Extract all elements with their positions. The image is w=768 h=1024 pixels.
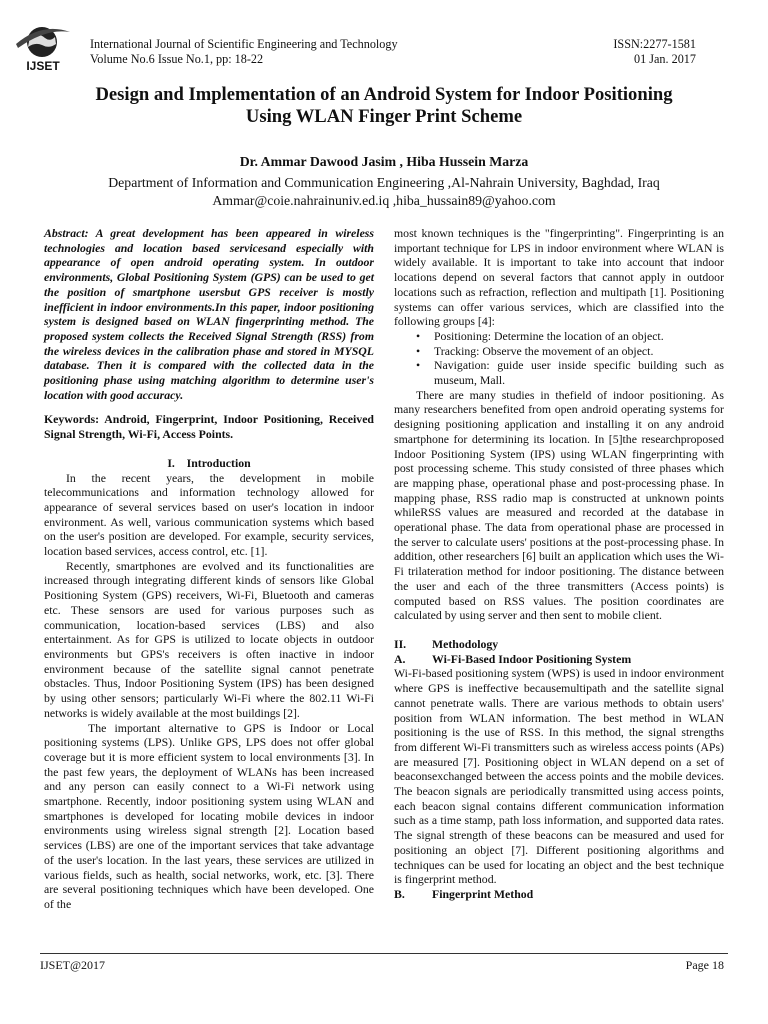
- journal-date: 01 Jan. 2017: [634, 52, 696, 66]
- section-heading-introduction: [44, 456, 374, 471]
- title-line-2: Using WLAN Finger Print Scheme: [245, 106, 523, 127]
- abstract: Abstract: A great development has been appeared in wireless technologies and location based servicesand especially with appearance of open android operating system. In outdoor environments, Global Positioning System (GPS) can be used to get the position of smartphone usersbut GPS receiver is mostly inefficient in indoor environments.In this paper, indoor positioning system is designed based on WLAN fingerprinting method. The proposed system collects the Received Signal Strength (RSS) from the wireless devices in the calibration phase and stored in MYSQL database. Then it is compared with the collected data in the positioning phase using matching algorithm to determine user's location with good accuracy.: [44, 226, 374, 402]
- page-number: Page 18: [685, 958, 724, 972]
- paper-authors: Dr. Ammar Dawood Jasim , Hiba Hussein Marza: [239, 154, 529, 169]
- ijset-logo: [12, 18, 74, 74]
- journal-name: International Journal of Scientific Engineering and Technology: [90, 37, 398, 51]
- list-item: • Navigation: guide user inside specific building such as museum, Mall.: [434, 358, 724, 387]
- list-item: • Tracking: Observe the movement of an object.: [434, 344, 724, 359]
- journal-volume: Volume No.6 Issue No.1, pp: 18-22: [90, 52, 264, 66]
- paragraph: The important alternative to GPS is Indoor or Local positioning systems (LPS). Unlike GPS, LPS does not offer global coverage but it is more efficient system to local environments [3]. In the past few years, the deployment of WLANs has been increased and any person can easily connect to a Wi-Fi network using smartphone. Recently, indoor positioning system using WLAN and smartphones is developed for locating mobile devices in indoor environments using wireless signal strength [2]. Location based services (LBS) are one of the important services that take advantage of the user's location. In the last years, these services are utilized in various fields, such as health, social networks, work, etc. [3]. There are several positioning techniques which have been developed. One of the: [44, 720, 374, 911]
- right-column: [394, 226, 724, 902]
- paper-title: [40, 84, 728, 128]
- subsection-number: A.: [394, 651, 406, 666]
- paragraph: most known techniques is the "fingerprinting". Fingerprinting is an important technique for LPS in indoor environment where WLAN is widely available. It is important to take into account that indoor locations depend on several factors that cannot apply in outdoor locations such as refraction, reflection and multipath [1]. Positioning systems can offer various services, which are classified into the following groups [4]:: [394, 226, 724, 329]
- list-item: • Positioning: Determine the location of an object.: [434, 329, 724, 344]
- footer-copyright: IJSET@2017: [40, 958, 106, 972]
- title-line-1: Design and Implementation of an Android System for Indoor Positioning: [95, 84, 673, 105]
- section-number: II.: [394, 636, 407, 651]
- section-title: Introduction: [186, 455, 251, 470]
- subsection-number: B.: [394, 886, 405, 901]
- subsection-heading-wifi: [394, 652, 724, 667]
- subsection-title: Wi-Fi-Based Indoor Positioning System: [432, 651, 632, 666]
- section-heading-methodology: [394, 637, 724, 652]
- paragraph: Recently, smartphones are evolved and its functionalities are increased through integrating different kinds of sensors like Global Positioning System (GPS) receivers, Wi-Fi, Bluetooth and cameras etc. These sensors are used for various purposes such as communication, location-based services (LBS) and also entertainment. As for GPS is utilized to locate objects in outdoor environments but GPS's receivers is often inactive in indoor environment because of the satellite signal cannot penetrate obstacles. Thus, Indoor Positioning System (IPS) has been designed by using other sensors; particularly Wi-Fi where the 802.11 Wi-Fi networks is widely available at the most buildings [2].: [44, 558, 374, 720]
- paragraph: In the recent years, the development in mobile telecommunications and information technology allowed for appearance of several services based on user's location in indoor environment. As well, various communication systems which based on the user's position are developed. For example, security services, location based services, access control, etc. [1].: [44, 470, 374, 559]
- author-emails: Ammar@coie.nahrainuniv.ed.iq ,hiba_hussain89@yahoo.com: [212, 193, 556, 208]
- keywords: Keywords: Android, Fingerprint, Indoor Positioning, Received Signal Strength, Wi-Fi, Access Points.: [44, 412, 374, 442]
- affiliation-block: [40, 174, 728, 210]
- journal-header: [90, 37, 398, 67]
- section-number: I.: [167, 455, 175, 470]
- bullet-list: [394, 329, 724, 388]
- left-column: [44, 226, 374, 912]
- footer-divider: [40, 953, 728, 954]
- journal-issn: ISSN:2277-1581: [613, 37, 696, 51]
- subsection-heading-fingerprint: [394, 887, 724, 902]
- logo-text: IJSET: [26, 59, 60, 73]
- section-title: Methodology: [432, 636, 499, 651]
- affiliation: Department of Information and Communication Engineering ,Al-Nahrain University, Baghdad, Iraq: [108, 175, 660, 190]
- paragraph: Wi-Fi-based positioning system (WPS) is used in indoor environment where GPS is ineffective becausemultipath and the satellite signal cannot penetrate walls. There are various methods to obtain users' position from WLAN information. The best method in WLAN positioning is the use of RSS. In this method, the signal strengths from different Wi-Fi transmitters such as wireless access points (APs) are measured [7]. Positioning object in WLAN depend on a set of beaconsexchanged between the access points and the mobile devices. The beacon signals are periodically transmitted using access points, each beacon signal contains different communication information such as a time stamp, path loss information, and supported data rates. The signal strength of these beacons can be measured and used for positioning an object [7]. Different positioning algorithms and techniques can be used for locating an object and the best technique is fingerprint method.: [394, 666, 724, 887]
- globe-icon: [16, 27, 70, 57]
- paragraph: There are many studies in thefield of indoor positioning. As many researchers benefited from open android operating systems for designing positioning application and installing it on any android smartphone for determining its location. In [5]the researchproposed Indoor Positioning System (IPS) using WLAN fingerprinting with post processing scheme. This study consisted of three phases which are mapping phase, operational phase and post-processing phase. In mapping phase, RSS radio map is constructed at unknown points whileRSS values are measured and recorded at the database in operational phase. The data from operational phase are processed in the server to calculate users' positions at the post-processing phase. In addition, other researchers [6] built an application which uses the Wi-Fi trilateration method for indoor positioning. The distance between the user and each of the three transmitters (Access points) is computed based on RSS values. The position coordinates are calculated by using server and then sent to mobile client.: [394, 387, 724, 623]
- subsection-title: Fingerprint Method: [432, 886, 534, 901]
- journal-issn-block: [613, 37, 696, 67]
